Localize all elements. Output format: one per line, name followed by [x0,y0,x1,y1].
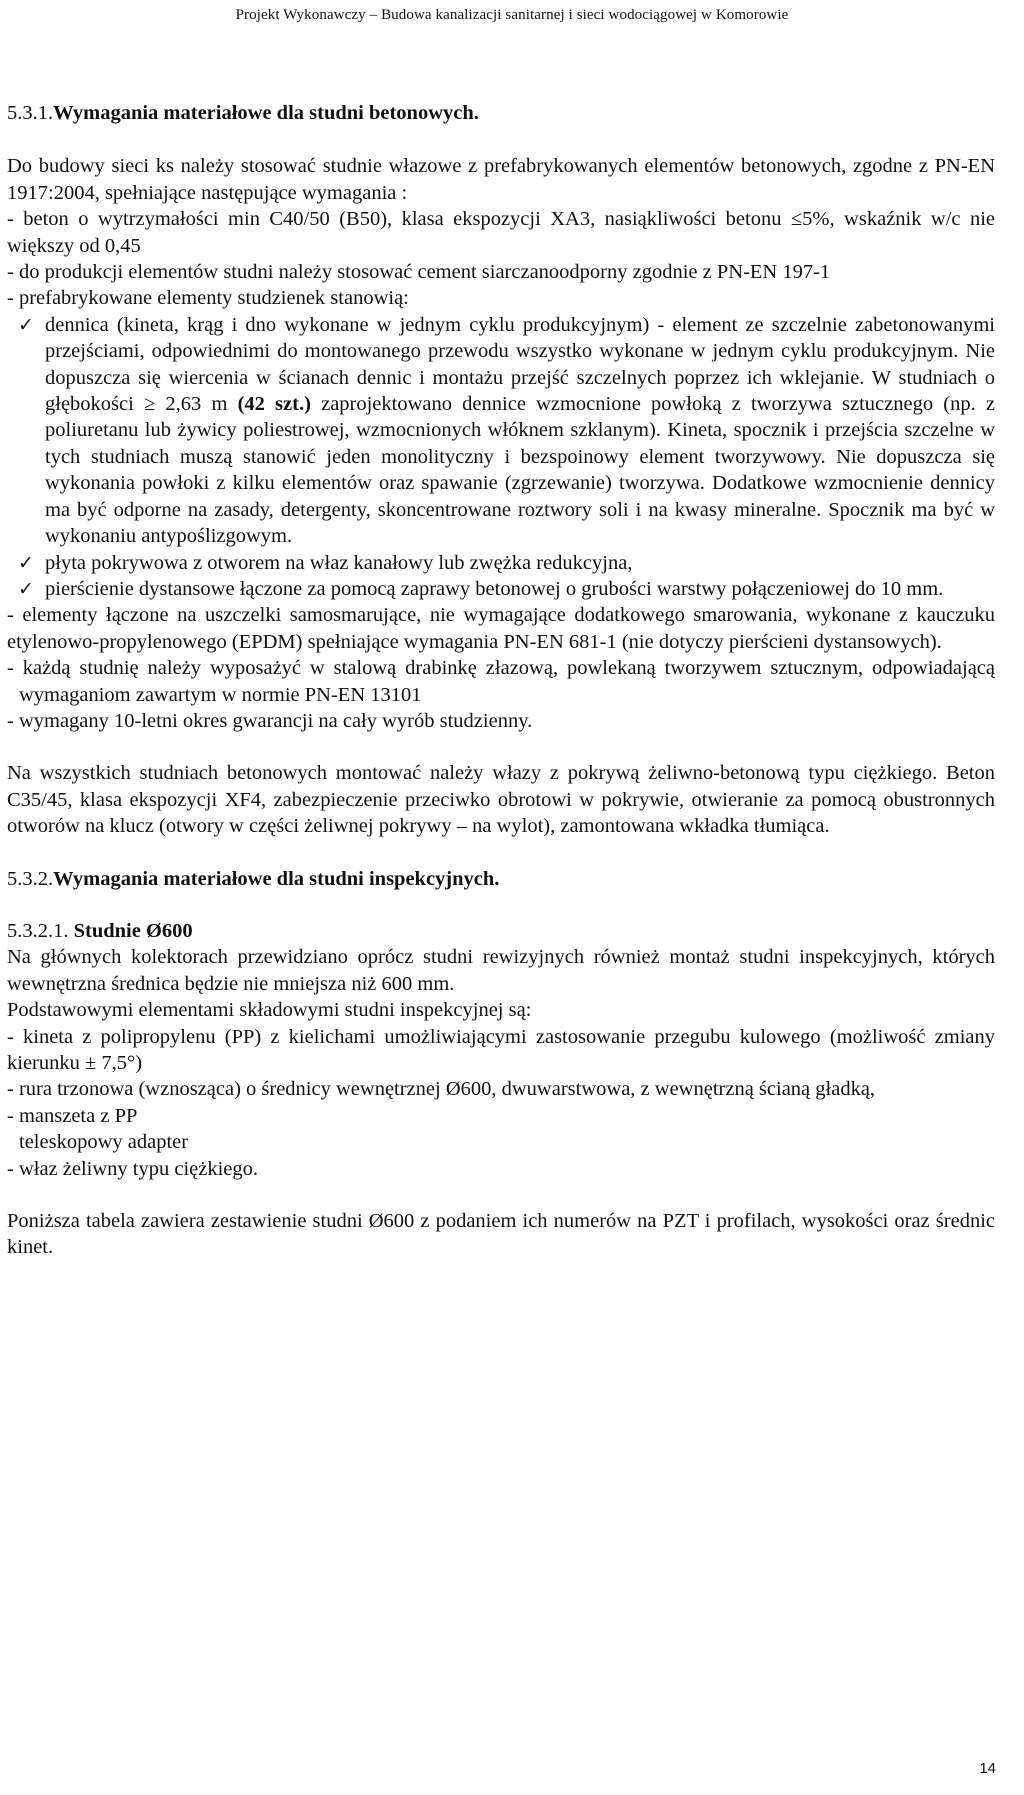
sub-item-plyta [7,550,995,576]
list-item-drabinka: - każdą studnię należy wyposażyć w stalową drabinkę złazową, powlekaną tworzywem sztucznym, odpowiadającą wymaganiom zawartym w normie PN-EN 13101 [7,657,995,706]
section-title: Wymagania materiałowe dla studni inspekcyjnych. [53,867,500,890]
section-number: 5.3.2.1. [7,919,69,942]
list-item-prefab-intro: - prefabrykowane elementy studzienek stanowią: [7,287,409,310]
list-item-adapter: teleskopowy adapter [19,1131,189,1154]
sub-item-dennica [7,312,995,550]
sub-item-pierscienie [7,576,995,602]
intro-paragraph: Do budowy sieci ks należy stosować studnie włazowe z prefabrykowanych elementów betonowych, zgodne z PN-EN 1917:2004, spełniające następujące wymagania : [7,155,995,204]
section-title: Studnie Ø600 [73,919,193,942]
list-item-beton: - beton o wytrzymałości min C40/50 (B50), klasa ekspozycji XA3, nasiąkliwości betonu ≤5%, wskaźnik w/c nie większy od 0,45 [7,208,995,257]
elements-intro: Podstawowymi elementami składowymi studni inspekcyjnej są: [7,999,532,1022]
pierscienie-text: pierścienie dystansowe łączone za pomocą zaprawy betonowej o grubości warstwy połączeniowej do 10 mm. [45,577,944,600]
section-heading-5-3-1 [7,100,995,126]
section-heading-5-3-2 [7,866,995,892]
table-note: Poniższa tabela zawiera zestawienie studni Ø600 z podaniem ich numerów na PZT i profilach, wysokości oraz średnic kinet. [7,1210,995,1259]
running-header: Projekt Wykonawczy – Budowa kanalizacji sanitarnej i sieci wodociągowej w Komorowie [235,7,789,23]
list-item-kineta: - kineta z polipropylenu (PP) z kielichami umożliwiającymi zastosowanie przegubu kulowego (możliwość zmiany kierunku ± 7,5°) [7,1025,995,1074]
section-number: 5.3.2. [7,867,54,890]
list-item-cement: - do produkcji elementów studni należy stosować cement siarczanoodporny zgodnie z PN-EN 197-1 [7,261,831,284]
checkmark-icon: ✓ [18,577,34,600]
section-title: Wymagania materiałowe dla studni betonowych. [53,102,479,124]
wlazy-paragraph: Na wszystkich studniach betonowych montować należy włazy z pokrywą żeliwno-betonową typu ciężkiego. Beton C35/45, klasa ekspozycji XF4, zabezpieczenie przeciwko obrotowi w pokrywie, otwieranie za pomocą obustronnych otworów na klucz (otwory w części żeliwnej pokrywy – na wylot), zamontowana wkładka tłumiąca. [7,762,995,838]
dennica-text-b: zaprojektowano dennice wzmocnione powłoką z tworzywa sztucznego (np. z poliuretanu lub żywicy poliestrowej, wzmocnionych włóknem szklanym). Kineta, spocznik i przejścia szczelne w tych studniach muszą stanowić jeden monolityczny i bezspoinowy element tworzywowy. Nie dopuszcza się wykonania powłoki z kilku elementów oraz spawanie (zgrzewanie) tworzywa. Dodatkowe wzmocnienie dennicy ma być odporne na zasady, detergenty, skoncentrowane roztwory soli i na kwasy mineralne. Spocznik ma być w wykonaniu antypoślizgowym. [45,393,995,548]
section-number: 5.3.1. [7,102,54,124]
list-item-uszczelki: - elementy łączone na uszczelki samosmarujące, nie wymagające dodatkowego smarowania, wykonane z kauczuku etylenowo-propylenowego (EPDM) spełniające wymagania PN-EN 681-1 (nie dotyczy pierścieni dystansowych). [7,604,995,653]
list-item-gwarancja: - wymagany 10-letni okres gwarancji na cały wyrób studzienny. [7,709,533,732]
page-content [7,100,995,1261]
dennica-text-a: dennica (kineta, krąg i dno wykonane w jednym cyklu produkcyjnym) - element ze szczelnie zabetonowanymi przejściami, odpowiednimi do montowanego przewodu wszystko wykonane w jednym cyklu produkcyjnym. Nie dopuszcza się wiercenia w ścianach dennic i montażu przejść szczelnych poprzez ich wklejanie. W studniach o głębokości ≥ 2,63 m [45,313,995,416]
dennica-count: (42 szt.) [237,393,311,416]
inspection-intro: Na głównych kolektorach przewidziano oprócz studni rewizyjnych również montaż studni inspekcyjnych, których wewnętrzna średnica będzie nie mniejsza niż 600 mm. [7,946,995,995]
page-number: 14 [979,1760,996,1777]
checkmark-icon: ✓ [18,313,34,336]
list-item-manszeta: - manszeta z PP [7,1104,138,1127]
list-item-rura: - rura trzonowa (wznosząca) o średnicy wewnętrznej Ø600, dwuwarstwowa, z wewnętrzną ścianą gładką, [7,1078,876,1101]
checkmark-icon: ✓ [18,551,34,574]
list-item-wlaz: - właz żeliwny typu ciężkiego. [7,1157,259,1180]
plyta-text: płyta pokrywowa z otworem na właz kanałowy lub zwężka redukcyjna, [45,551,633,574]
section-heading-5-3-2-1 [7,918,995,944]
